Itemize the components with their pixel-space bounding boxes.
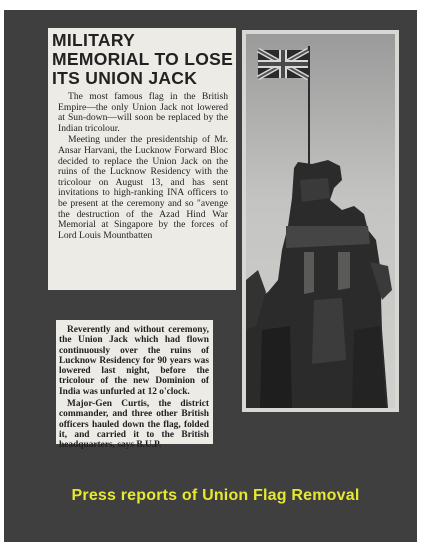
union-flag-icon	[258, 50, 308, 78]
residency-tower-photo	[242, 30, 399, 412]
tower-photo-image	[242, 30, 399, 412]
clipping-paragraph: Major-Gen Curtis, the district commander, and three other British officers hauled down the flag, folded it, and carried it to the British headquarters, says B.U.P.	[59, 399, 209, 451]
clipping-headline: MILITARY MEMORIAL TO LOSE ITS UNION JACK	[52, 30, 234, 88]
newspaper-clipping-memorial	[48, 28, 236, 290]
photo-caption: Press reports of Union Flag Removal	[71, 487, 360, 504]
clipping-paragraph: Meeting under the presidentship of Mr. Ansar Harvani, the Lucknow Forward Bloc decided to replace the Union Jack on the ruins of the Lucknow Residency with the tricolour on August 13, and has sent invitations to high-ranking INA officers to be present at the ceremony and so "avenge the destruction of the Azad Hind War Memorial at Singapore by the forces of Lord Louis Mountbatten	[58, 134, 228, 241]
clipping-body	[59, 325, 209, 453]
clipping-paragraph: Reverently and without ceremony, the Union Jack which had flown continuously over the ruins of Lucknow Residency for 90 years was lowered last night, before the tricolour of the new Dominion of India was unfurled at 12 o'clock.	[59, 325, 209, 397]
newspaper-clipping-lowered	[56, 320, 213, 451]
page-edge	[417, 10, 431, 542]
clipping-body	[58, 92, 228, 242]
clipping-paragraph: The most famous flag in the British Empire—the only Union Jack not lowered at Sun-down—will soon be replaced by the Indian tricolour.	[58, 91, 228, 134]
